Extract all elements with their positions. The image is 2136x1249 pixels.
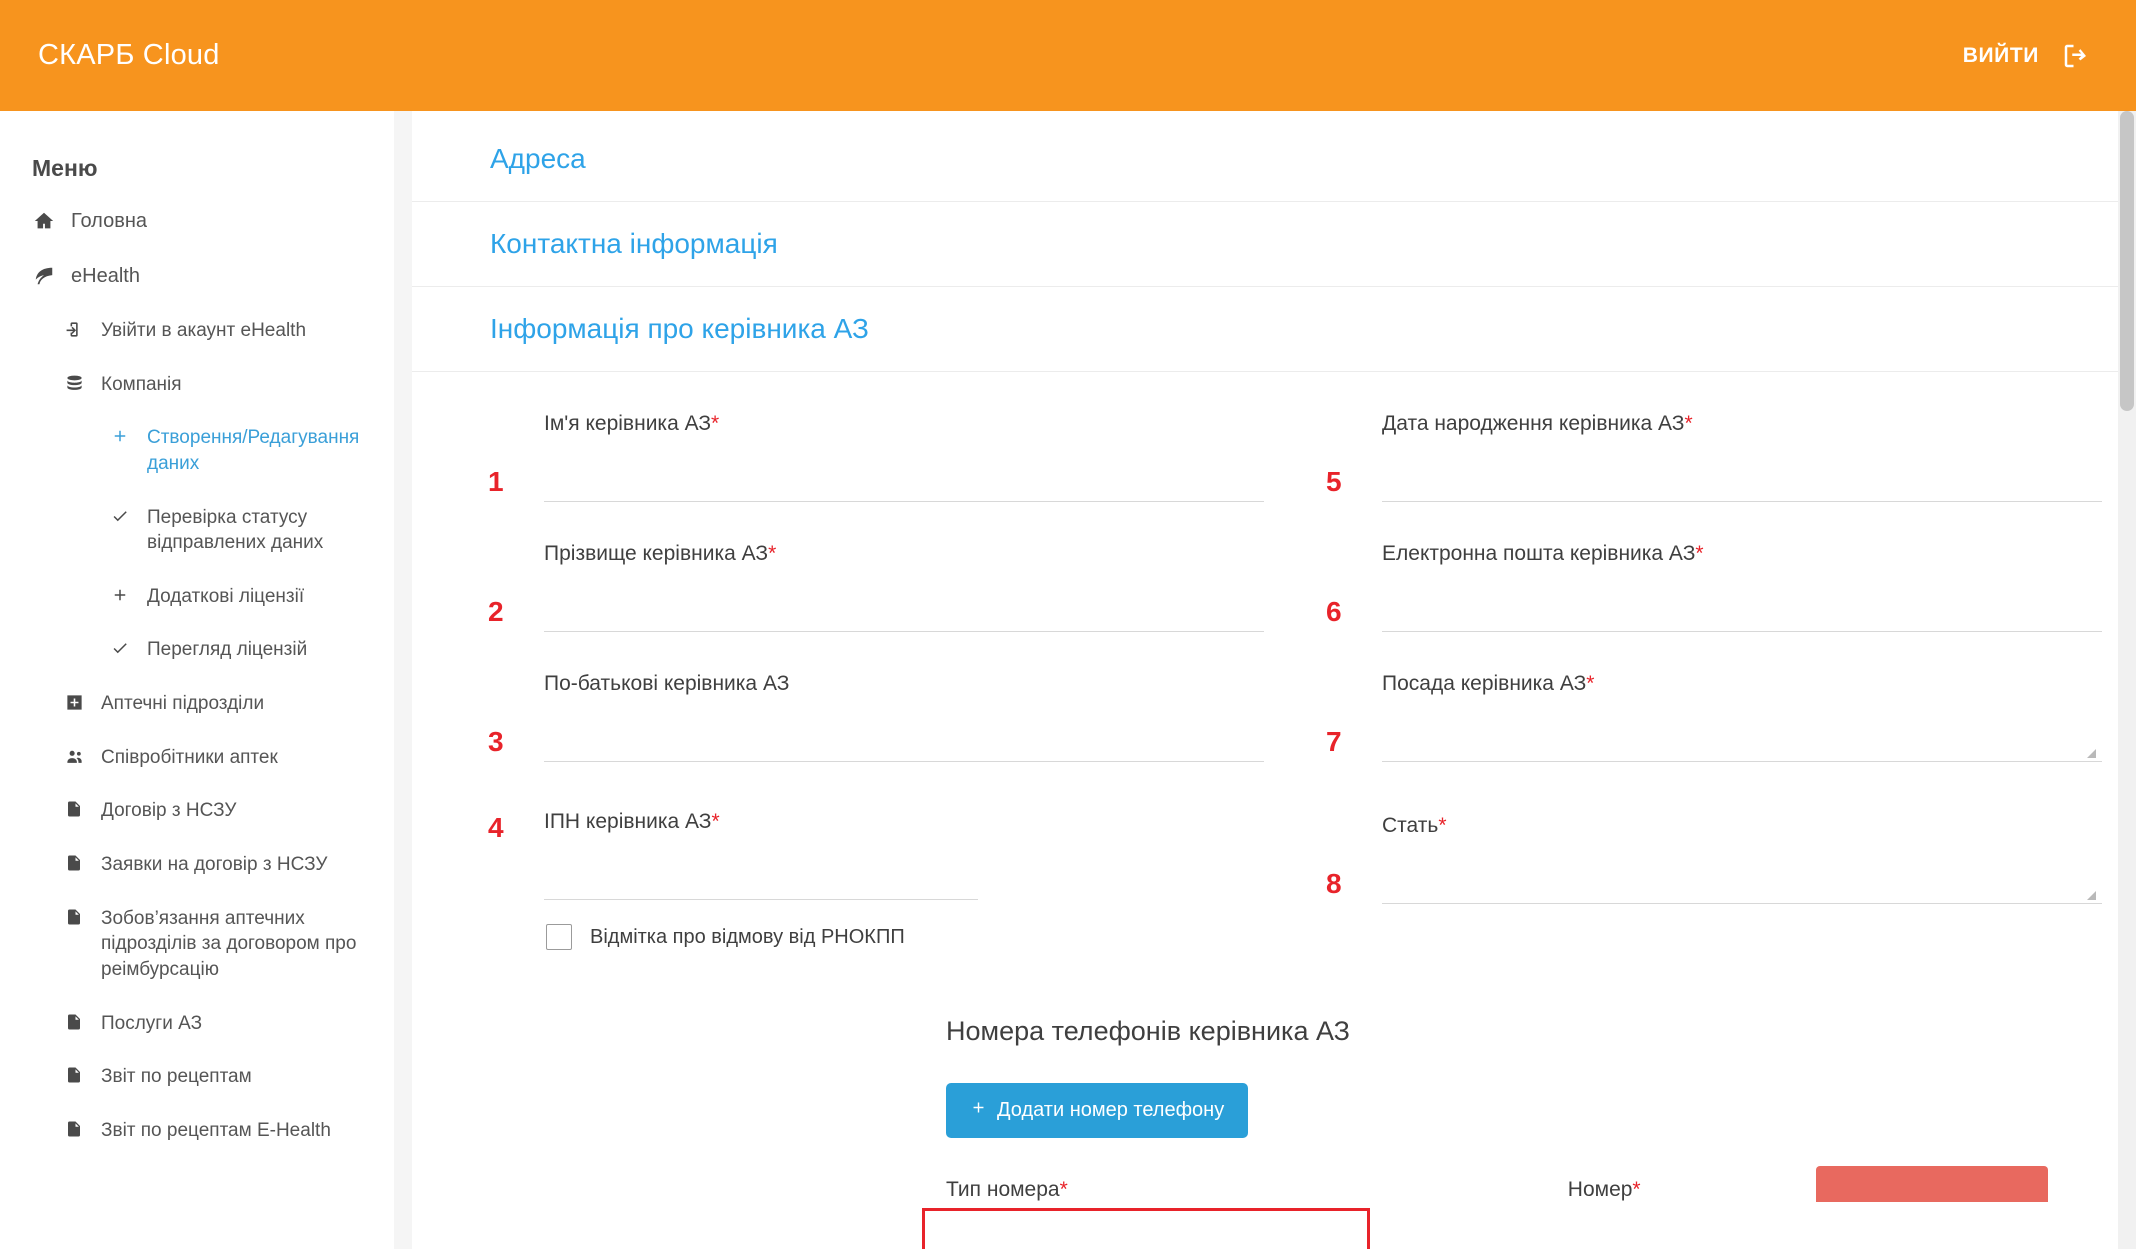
sidebar-title: Меню	[32, 155, 98, 181]
sidebar-item-label: Перегляд ліцензій	[147, 639, 308, 661]
field-manager-ipn	[480, 810, 1280, 950]
sidebar-item-reimbursement-obligations[interactable]	[0, 892, 411, 997]
sidebar-item-nszu-contract[interactable]	[0, 784, 411, 838]
sidebar-item-ehealth[interactable]	[0, 249, 411, 304]
sidebar-item-label: Звіт по рецептам	[101, 1066, 252, 1088]
field-manager-email	[1318, 542, 2118, 632]
field-manager-birthdate	[1318, 412, 2118, 502]
plus-icon	[108, 584, 132, 604]
phones-section-title: Номера телефонів керівника АЗ	[946, 1016, 1350, 1046]
sidebar-item-label: Увійти в акаунт eHealth	[101, 320, 307, 341]
field-label: ІПН керівника АЗ*	[544, 810, 720, 833]
field-label: Електронна пошта керівника АЗ*	[1382, 542, 1704, 565]
file-icon	[62, 798, 86, 818]
field-label: Дата народження керівника АЗ*	[1382, 412, 1693, 435]
file-icon	[62, 906, 86, 926]
field-label: Стать*	[1382, 814, 1447, 837]
manager-gender-input[interactable]	[1382, 866, 2102, 904]
manager-firstname-input[interactable]	[544, 464, 1264, 502]
plus-icon	[970, 1099, 987, 1122]
sidebar-item-label: Створення/Редагування даних	[147, 427, 360, 474]
file-icon	[62, 1011, 86, 1031]
manager-birthdate-input[interactable]	[1382, 464, 2102, 502]
section-link-contact-info[interactable]: Контактна інформація	[412, 202, 2136, 287]
resize-grip-icon[interactable]	[2087, 749, 2096, 758]
field-label: Посада керівника АЗ*	[1382, 672, 1595, 695]
sidebar-item-prescriptions-report[interactable]	[0, 1050, 411, 1104]
add-phone-label: Додати номер телефону	[997, 1099, 1225, 1121]
form-column-right	[1318, 412, 2118, 990]
sign-in-icon	[62, 318, 86, 339]
required-marker: *	[711, 810, 720, 833]
field-label: Прізвище керівника АЗ*	[544, 542, 777, 565]
sidebar-item-label: Договір з НСЗУ	[101, 800, 237, 822]
sidebar-item-label: Звіт по рецептам E-Health	[101, 1119, 331, 1141]
plus-icon	[108, 425, 132, 445]
manager-ipn-input[interactable]	[544, 862, 978, 900]
sidebar-item-check-status[interactable]	[0, 491, 411, 570]
required-marker: *	[1586, 672, 1595, 695]
sidebar-item-create-edit-data[interactable]	[0, 411, 411, 490]
sidebar-item-signin-ehealth[interactable]	[0, 304, 411, 358]
required-marker: *	[1059, 1178, 1068, 1201]
page-scrollbar[interactable]	[2118, 111, 2136, 1249]
field-manager-gender	[1318, 814, 2118, 904]
sidebar-item-home[interactable]	[0, 194, 411, 249]
file-icon	[62, 1064, 86, 1084]
main-content	[412, 111, 2136, 1249]
resize-grip-icon[interactable]	[2087, 891, 2096, 900]
step-marker-7: 7	[1326, 726, 1342, 757]
manager-form	[412, 372, 2136, 1202]
app-brand: СКАРБ Cloud	[38, 39, 220, 71]
sidebar-scroll-track[interactable]	[394, 111, 412, 1249]
phone-number-header: Номер*	[1567, 1178, 1641, 1201]
sidebar-item-label: Перевірка статусу відправлених даних	[147, 506, 324, 554]
home-icon	[32, 208, 56, 232]
step-marker-6: 6	[1326, 596, 1342, 627]
field-manager-middlename	[480, 672, 1280, 762]
sidebar-item-pharmacy-units[interactable]	[0, 677, 411, 731]
sign-out-icon	[2061, 41, 2091, 71]
form-column-left	[480, 412, 1280, 990]
plus-square-icon	[62, 691, 86, 712]
sidebar-item-label: Заявки на договір з НСЗУ	[101, 854, 328, 876]
sidebar-item-extra-licenses[interactable]	[0, 570, 411, 624]
required-marker: *	[1632, 1178, 1641, 1201]
section-link-manager-info[interactable]: Інформація про керівника АЗ	[412, 287, 2136, 372]
step-marker-2: 2	[488, 596, 504, 627]
step-marker-5: 5	[1326, 466, 1342, 497]
step-marker-3: 3	[488, 726, 504, 757]
rnokpp-refusal-checkbox[interactable]	[546, 924, 572, 950]
sidebar-item-prescriptions-report-ehealth[interactable]	[0, 1104, 411, 1158]
sidebar-item-label: Головна	[71, 210, 147, 232]
sidebar-item-pharmacy-staff[interactable]	[0, 731, 411, 785]
sidebar-item-label: Додаткові ліцензії	[147, 585, 305, 607]
manager-email-input[interactable]	[1382, 594, 2102, 632]
field-label: По-батькові керівника АЗ	[544, 672, 790, 695]
manager-lastname-input[interactable]	[544, 594, 1264, 632]
sidebar-item-view-licenses[interactable]	[0, 623, 411, 677]
ipn-highlight-box	[922, 1208, 1370, 1249]
add-phone-button[interactable]	[946, 1083, 1248, 1138]
sidebar-item-company[interactable]	[0, 358, 411, 412]
sidebar-item-label: Співробітники аптек	[101, 746, 278, 768]
check-icon	[108, 505, 132, 525]
step-marker-1: 1	[488, 466, 504, 497]
manager-middlename-input[interactable]	[544, 724, 1264, 762]
sidebar-item-services[interactable]	[0, 997, 411, 1051]
logout-button[interactable]	[1963, 41, 2136, 71]
check-icon	[108, 637, 132, 657]
logout-label: ВИЙТИ	[1962, 43, 2039, 67]
users-icon	[62, 745, 86, 766]
required-marker: *	[1438, 814, 1447, 837]
leaf-icon	[32, 263, 56, 287]
file-icon	[62, 852, 86, 872]
required-marker: *	[711, 412, 720, 435]
field-manager-position	[1318, 672, 2118, 762]
file-icon	[62, 1118, 86, 1138]
sidebar-item-label: Послуги АЗ	[101, 1012, 203, 1034]
delete-phone-button[interactable]	[1816, 1166, 2048, 1202]
sidebar	[0, 111, 412, 1249]
section-link-address[interactable]: Адреса	[412, 111, 2136, 202]
field-label: Ім'я керівника АЗ*	[544, 412, 720, 435]
field-manager-firstname	[480, 412, 1280, 502]
top-bar	[0, 0, 2136, 111]
required-marker: *	[768, 542, 777, 565]
step-marker-8: 8	[1326, 868, 1342, 899]
sidebar-item-label: Зобов’язання аптечних підрозділів за договором про реімбурсацію	[101, 907, 357, 980]
rnokpp-refusal-label: Відмітка про відмову від РНОКПП	[590, 925, 905, 948]
sidebar-item-label: eHealth	[71, 265, 140, 287]
step-marker-4: 4	[488, 812, 504, 843]
sidebar-item-label: Аптечні підрозділи	[101, 693, 265, 715]
manager-position-input[interactable]	[1382, 724, 2102, 762]
phone-type-header: Тип номера*	[946, 1178, 1068, 1201]
field-manager-lastname	[480, 542, 1280, 632]
required-marker: *	[1684, 412, 1693, 435]
sidebar-item-nszu-applications[interactable]	[0, 838, 411, 892]
database-icon	[62, 372, 86, 393]
sidebar-item-label: Компанія	[101, 373, 182, 395]
rnokpp-refusal-row[interactable]	[544, 924, 1280, 950]
required-marker: *	[1695, 542, 1704, 565]
page-scrollbar-thumb[interactable]	[2120, 111, 2134, 411]
